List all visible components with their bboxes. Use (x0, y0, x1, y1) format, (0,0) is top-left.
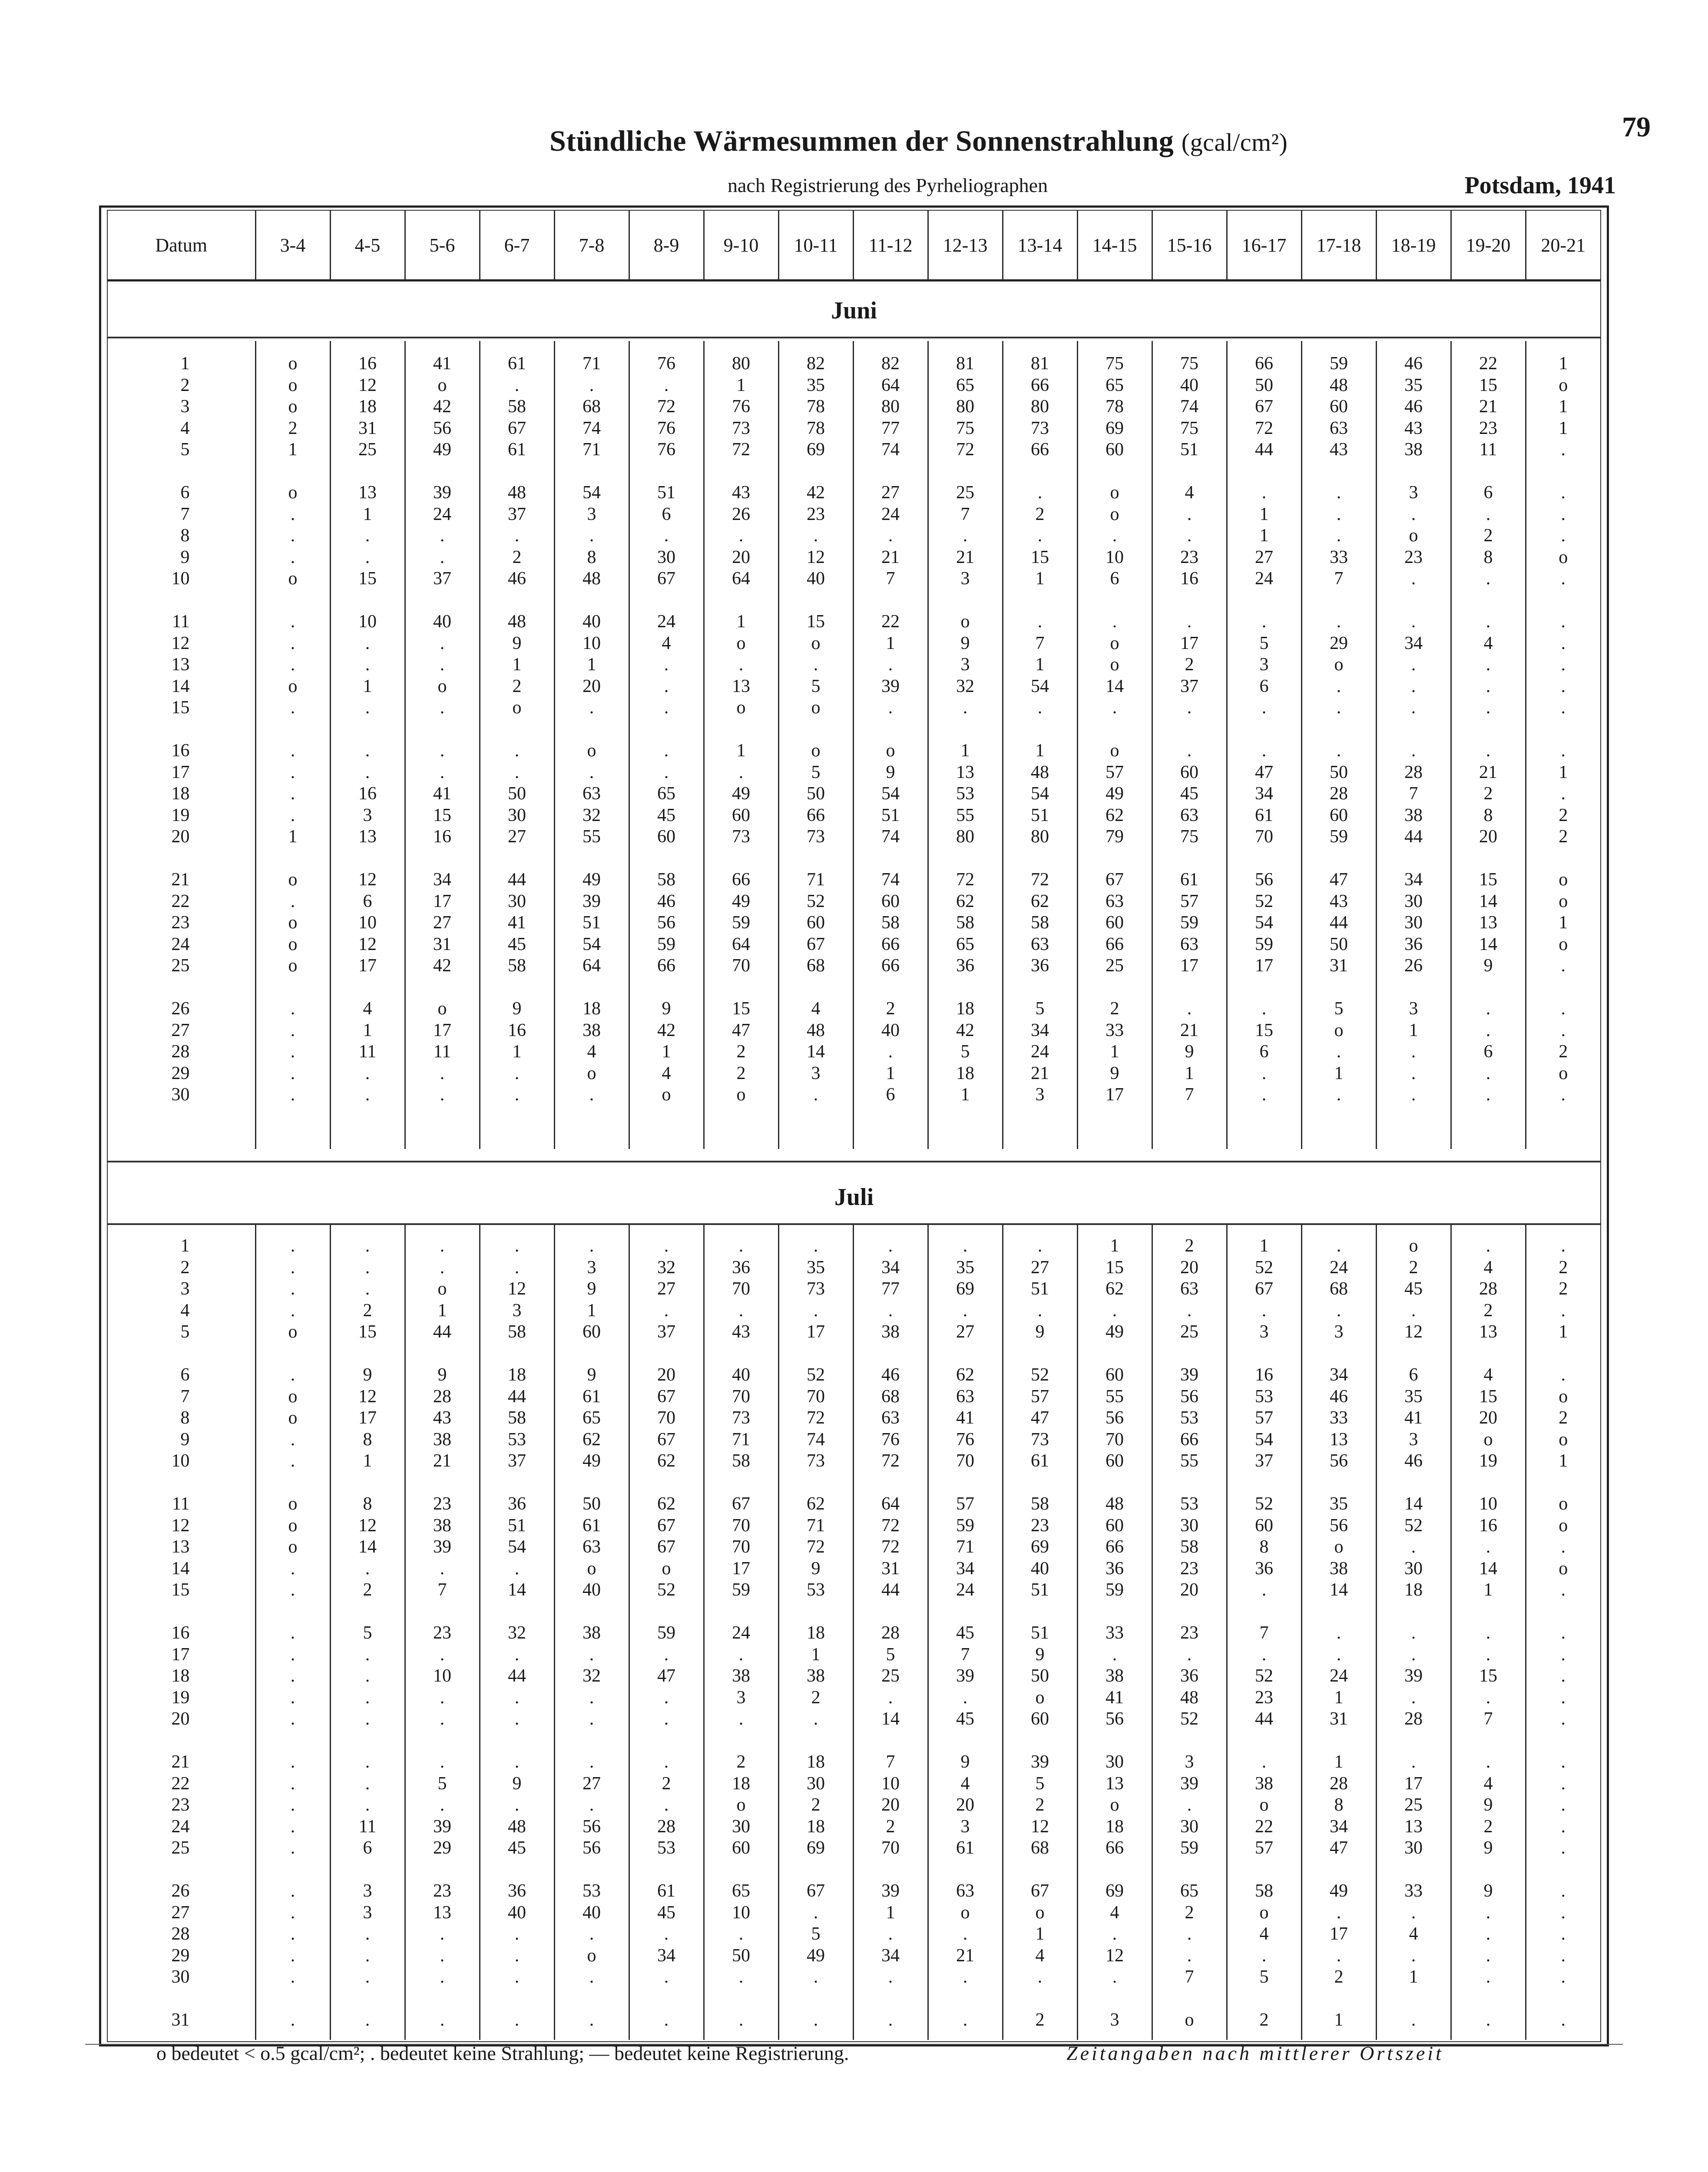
header-hour-20-21: 20-21 (1526, 211, 1600, 281)
hour-column-15-16 (1152, 341, 1227, 1149)
hour-column-19-20 (1451, 1223, 1526, 2040)
hour-column-5-6 (405, 341, 480, 1149)
hour-values: 76 . 72 76 76 51 6 . 30 67 24 4 . . . . . 65 45 60 58 46 56 59 66 9 42 1 4 o (657, 354, 675, 1105)
hour-column-9-10 (704, 1223, 778, 2040)
hour-column-6-7 (480, 1223, 554, 2040)
header-hour-13-14: 13-14 (1003, 211, 1077, 281)
hour-values: . 3 9 1 60 9 61 65 62 49 50 61 63 o 40 38 . 32 . . . 27 . 56 56 53 40 . o . . (583, 1236, 601, 2030)
footnote-legend: o bedeutet < o.5 gcal/cm²; . bedeutet keine Strahlung; — bedeutet keine Registrierung. (156, 2042, 849, 2064)
hour-column-16-17 (1227, 341, 1301, 1149)
hour-column-13-14 (1003, 1223, 1077, 2040)
hour-values: 22 15 21 23 11 6 . 2 8 . . 4 . . . . 21 2 8 20 15 14 13 14 9 . . 6 . . (1479, 354, 1497, 1105)
header-hour-19-20: 19-20 (1451, 211, 1526, 281)
header-hour-6-7: 6-7 (480, 211, 554, 281)
hour-values: . . . . o . o o . . o o o . . . . . . . . . . . . . . . . . . (288, 1236, 298, 2030)
date-column (108, 341, 255, 1149)
hour-column-13-14 (1003, 341, 1077, 1149)
hour-values: 16 12 18 31 25 13 1 . . 15 10 . . 1 . . . 16 3 13 12 6 10 12 17 4 1 11 . . (358, 354, 377, 1105)
hour-column-8-9 (629, 1223, 704, 2040)
hour-values: 82 35 78 78 69 42 23 . 12 40 15 o . 5 o o 5 50 66 73 71 52 60 67 68 4 48 14 3 . (807, 354, 825, 1105)
page-title (549, 124, 1288, 158)
hour-column-20-21 (1526, 1223, 1600, 2040)
hour-column-11-12 (853, 341, 928, 1149)
hour-values: 80 1 76 73 72 43 26 . 20 64 1 o . 13 o 1 . 49 60 73 66 49 59 64 70 15 47 2 2 o (732, 354, 750, 1105)
hour-values: o 2 45 . 12 6 35 41 3 46 14 52 . 30 18 . . 39 . 28 . 17 25 13 30 33 . 4 . 1 . (1404, 1236, 1423, 2030)
header-hour-18-19: 18-19 (1376, 211, 1451, 281)
hour-values: 66 50 67 72 44 . 1 1 27 24 . 5 3 6 . . 47 34 61 70 56 52 54 59 17 . 15 6 . . (1255, 354, 1273, 1105)
hour-values: . . . 2 15 9 12 17 8 1 8 12 14 . 2 5 . . . . . . . 11 6 3 3 . . . . (358, 1236, 377, 2030)
hour-values: . 24 68 . 3 34 46 33 13 56 35 56 o 38 14 . . 24 1 31 1 28 8 34 47 49 . 17 . 2 1 (1330, 1236, 1348, 2030)
page-number: 79 (1622, 111, 1651, 143)
hour-column-3-4 (255, 341, 330, 1149)
month-title-july: Juli (108, 1161, 1600, 1225)
header-datum: Datum (155, 234, 208, 256)
hour-column-12-13 (928, 341, 1003, 1149)
header-hour-12-13: 12-13 (928, 211, 1003, 281)
page-subtitle: nach Registrierung des Pyrheliographen (728, 174, 1048, 196)
hour-column-14-15 (1077, 1223, 1152, 2040)
hour-values: 59 48 60 63 43 . . . 33 7 . 29 o . . . 50 28 60 59 47 43 44 50 31 5 o . 1 . (1330, 354, 1348, 1105)
hour-column-14-15 (1077, 341, 1152, 1149)
hour-values: . 35 73 . 17 52 70 72 74 73 62 71 72 9 53 18 1 38 2 . 18 30 2 18 69 67 . 5 49 . . (807, 1236, 825, 2030)
month-data-row (108, 1223, 1600, 2040)
header-hour-17-18: 17-18 (1301, 211, 1376, 281)
hour-values: 82 64 80 77 74 27 24 . 21 7 22 1 . 39 . o 9 54 51 74 74 60 58 66 66 2 40 . 1 6 (881, 354, 900, 1105)
date-list: 1 2 3 4 5 6 7 8 9 10 11 12 13 14 15 16 17 18 19 20 21 22 23 24 25 26 27 28 29 30 (171, 354, 190, 1105)
hour-values: . 36 70 . 43 40 70 73 71 58 67 70 70 17 59 24 . 38 3 . 2 18 o 30 60 65 10 . 50 . . (732, 1236, 750, 2030)
title-unit: (gcal/cm²) (1181, 128, 1288, 156)
footnote-time-note: Zeitangaben nach mittlerer Ortszeit (1066, 2042, 1444, 2064)
hour-values: . 4 28 2 13 4 15 20 o 19 10 16 . 14 1 . . 15 . 7 . 4 9 2 9 9 . . . . . (1479, 1236, 1497, 2030)
hour-column-7-8 (554, 1223, 629, 2040)
header-hour-8-9: 8-9 (629, 211, 704, 281)
header-hour-10-11: 10-11 (778, 211, 853, 281)
hour-values: 75 40 74 75 51 4 . . 23 16 . 17 2 37 . . 60 45 63 75 61 57 59 63 17 . 21 9 1 7 (1180, 354, 1198, 1105)
header-row (108, 211, 1600, 281)
hour-column-16-17 (1227, 1223, 1301, 2040)
hour-column-11-12 (853, 1223, 928, 2040)
date-list: 1 2 3 4 5 6 7 8 9 10 11 12 13 14 15 16 17 18 19 20 21 22 23 24 25 26 27 28 29 30 31 (171, 1236, 190, 2030)
hour-values: 1 52 67 . 3 16 53 57 54 37 52 60 8 36 . 7 . 52 23 44 . 38 o 22 57 58 o 4 . 5 2 (1255, 1236, 1273, 2030)
hour-values: 46 35 46 43 38 3 . o 23 . . 34 . . . . 28 7 38 44 34 30 30 36 26 3 1 . . . (1404, 354, 1423, 1105)
hour-column-9-10 (704, 341, 778, 1149)
hour-values: . . 12 3 58 18 44 58 53 37 36 51 54 . 14 32 . 44 . . . 9 . 48 45 36 40 . . . . (508, 1236, 526, 2030)
month-data-row (108, 341, 1600, 1149)
hour-column-17-18 (1301, 1223, 1376, 2040)
hour-column-4-5 (330, 1223, 405, 2040)
hour-values: 1 o 1 1 . . . . o . . . . . . . 1 . 2 2 o o 1 o . . . 2 o . (1559, 354, 1568, 1105)
hour-column-17-18 (1301, 341, 1376, 1149)
hour-column-8-9 (629, 341, 704, 1149)
hour-values: . 2 2 . 1 . o 2 o 1 o o . o . . . . . . . . . . . . . . . . . (1559, 1236, 1568, 2030)
hour-column-3-4 (255, 1223, 330, 2040)
hour-column-10-11 (778, 341, 853, 1149)
hour-values: . 35 69 . 27 62 63 41 76 70 57 59 71 34 24 45 7 39 . 45 9 4 20 3 61 63 o . 21 . . (956, 1236, 974, 2030)
hour-column-18-19 (1376, 1223, 1451, 2040)
month-table-june (108, 341, 1600, 1149)
hour-values: 41 o 42 56 49 39 24 . . 37 40 . . o . . . 41 15 16 34 17 27 31 42 o 17 11 . . (433, 354, 451, 1105)
month-table-july (108, 1223, 1600, 2040)
header-hour-4-5: 4-5 (330, 211, 405, 281)
hour-values: o o o 2 1 o . . . o . . . o . . . . . 1 o . o o o . . . . . (288, 354, 298, 1105)
title-text: Stündliche Wärmesummen der Sonnenstrahlung (549, 124, 1174, 157)
hour-column-15-16 (1152, 1223, 1227, 2040)
header-hour-15-16: 15-16 (1152, 211, 1227, 281)
hour-column-20-21 (1526, 341, 1600, 1149)
header-hour-11-12: 11-12 (853, 211, 928, 281)
hour-values: 2 20 63 . 25 39 56 53 66 55 53 30 58 23 20 23 . 36 48 52 3 39 . 30 59 65 2 . . 7 o (1180, 1236, 1198, 2030)
hour-values: 71 . 68 74 71 54 3 . 8 48 40 10 1 20 . o . 63 32 55 49 39 51 54 64 18 38 4 o . (583, 354, 601, 1105)
header-hour-3-4: 3-4 (255, 211, 330, 281)
hour-column-4-5 (330, 341, 405, 1149)
hour-column-18-19 (1376, 341, 1451, 1149)
header-hour-5-6: 5-6 (405, 211, 480, 281)
hour-values: 61 . 58 67 61 48 37 . 2 46 48 9 1 2 o . . 50 30 27 44 30 41 45 58 9 16 1 . . (508, 354, 526, 1105)
header-hour-14-15: 14-15 (1077, 211, 1152, 281)
hour-column-12-13 (928, 1223, 1003, 2040)
hour-values: 81 66 80 73 66 . 2 . 15 1 . 7 1 54 . 1 48 54 51 80 72 62 58 63 36 5 34 24 21 3 (1031, 354, 1049, 1105)
header-hour-9-10: 9-10 (704, 211, 778, 281)
header-hour-7-8: 7-8 (554, 211, 629, 281)
station-year: Potsdam, 1941 (1464, 172, 1616, 199)
hour-values: . 34 77 . 38 46 68 63 76 72 64 72 72 31 44 28 5 25 . 14 7 10 20 2 70 39 1 . 34 . . (881, 1236, 900, 2030)
header-hour-16-17: 16-17 (1227, 211, 1301, 281)
hour-values: . 32 27 . 37 20 67 70 67 62 62 67 67 o 52 59 . 47 . . . 2 . 28 53 61 45 . 34 . . (657, 1236, 675, 2030)
hour-values: . 27 51 . 9 52 57 47 73 61 58 23 69 40 51 51 9 50 o 60 39 5 2 12 68 67 o 1 4 . 2 (1031, 1236, 1049, 2030)
hour-values: . . o 1 44 9 28 43 38 21 23 38 39 . 7 23 . 10 . . . 5 . 39 29 23 13 . . . . (433, 1236, 451, 2030)
hour-values: 1 15 62 . 49 60 55 56 70 60 48 60 66 36 59 33 . 38 41 56 30 13 o 18 66 69 4 . 12 . 3 (1106, 1236, 1124, 2030)
hour-column-5-6 (405, 1223, 480, 2040)
hour-column-19-20 (1451, 341, 1526, 1149)
date-column (108, 1223, 255, 2040)
month-title-june: Juni (108, 285, 1600, 338)
hour-column-7-8 (554, 341, 629, 1149)
hour-values: 81 65 80 75 72 25 7 . 21 3 o 9 3 32 . 1 13 53 55 80 72 62 58 65 36 18 42 5 18 1 (956, 354, 974, 1105)
hour-values: 75 65 78 69 60 o o . 10 6 . o o 14 . o 57 49 62 79 67 63 60 66 25 2 33 1 9 17 (1106, 354, 1124, 1105)
table-header (108, 211, 1600, 281)
hour-column-6-7 (480, 341, 554, 1149)
hour-column-10-11 (778, 1223, 853, 2040)
